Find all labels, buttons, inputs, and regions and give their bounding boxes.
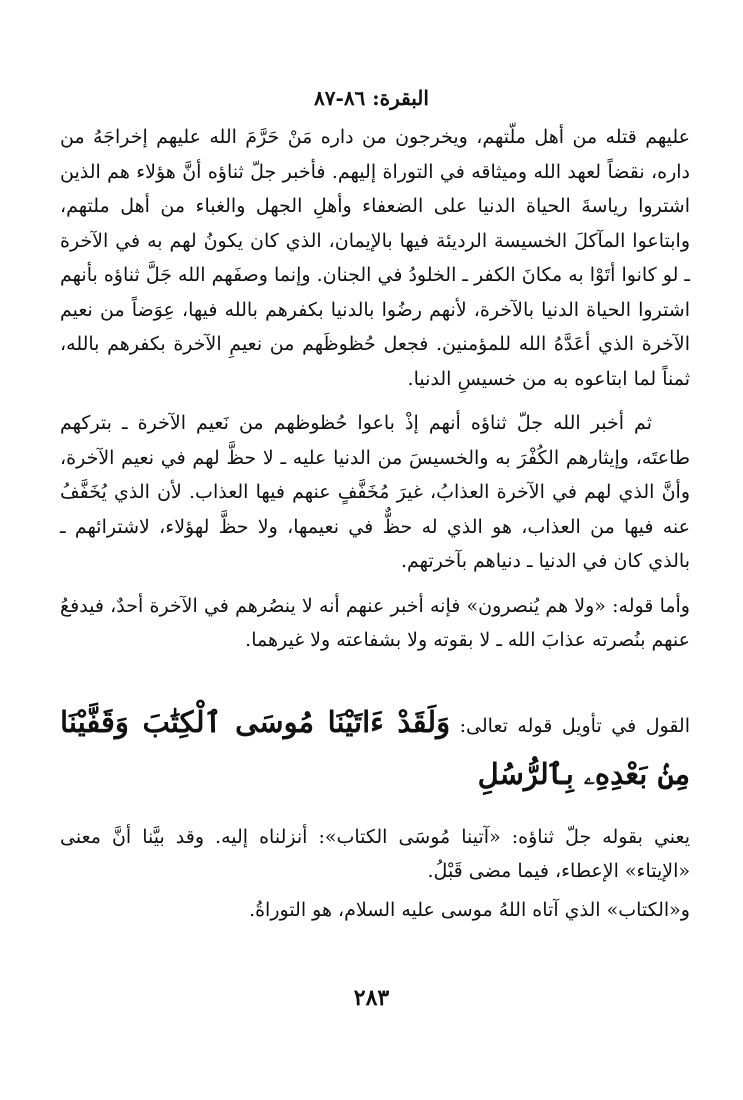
paragraph-1: عليهم قتله من أهل ملّتهم، ويخرجون من داره مَنْ حَرَّمَ الله عليهم إخراجَهُ من داره، نقضاً لعهد الله وميثاقه في التوراة إليهم. فأخبر جلّ ثناؤه أنَّ هؤلاء هم الذين اشتروا رياسةَ الحياة الدنيا على الضعفاء وأهلِ الجهل والغباء من أهل ملتهم، وابتاعوا المآكلَ الخسيسة الرديئة فيها بالإيمان، الذي كان يكونُ لهم به في الآخرة ـ لو كانوا أتَوْا به مكانَ الكفر ـ الخلودُ في الجنان. وإنما وصفَهم الله جَلَّ ثناؤه بأنهم اشتروا الحياة الدنيا بالآخرة، لأنهم رضُوا بالدنيا بكفرهم بالله فيها، عِوَضاً من نعيم الآخرة الذي أعَدَّهُ الله للمؤمنين. فجعل حُظوظَهم من نعيمِ الآخرة بكفرهم بالله، ثمناً لما ابتاعوه به من خسيسِ الدنيا. [60,126,690,390]
paragraph-4: يعني بقوله جلّ ثناؤه: «آتينا مُوسَى الكتاب»: أنزلناه إليه. وقد بيَّنا أنَّ معنى «الإيتاء» الإعطاء، فيما مضى قَبْلُ. [60,825,690,882]
page-number: ٢٨٣ [353,985,390,1011]
paragraph-3: وأما قوله: «ولا هم يُنصرون» فإنه أخبر عنهم أنه لا ينصُرهم في الآخرة أحدٌ، فيدفعُ عنهم بنُصرته عذابَ الله ـ لا بقوته ولا بشفاعته ولا غيرهما. [60,594,690,651]
running-header: البقرة: ٨٦-٨٧ [314,86,429,110]
quran-verse: وَلَقَدْ ءَاتَيْنَا مُوسَى ٱلْكِتَٰبَ وَقَفَّيْنَا مِنۢ بَعْدِهِۦ بِٱلرُّسُلِ [60,704,690,791]
paragraph-5: و«الكتاب» الذي آتاه اللهُ موسى عليه السلام، هو التوراةُ. [249,898,690,921]
paragraph-2: ثم أخبر الله جلّ ثناؤه أنهم إذْ باعوا حُظوظهم من نَعيم الآخرة ـ بتركهم طاعتَه، وإيثارهم الكُفْرَ به والخسيسَ من الدنيا عليه ـ لا حظَّ لهم في نعيم الآخرة، وأنَّ الذي لهم في الآخرة العذابُ، غيرَ مُخَفَّفٍ عنهم فيها العذاب. لأن الذي يُخَفَّفُ عنه فيها من العذاب، هو الذي له حظٌّ في نعيمها، ولا حظَّ لهؤلاء، لاشترائهم ـ بالذي كان في الدنيا ـ دنياهم بآخرتهم. [60,412,690,572]
page-body [60,120,690,927]
verse-heading [60,698,690,802]
verse-heading-lead: القول في تأويل قوله تعالى: [459,714,691,737]
